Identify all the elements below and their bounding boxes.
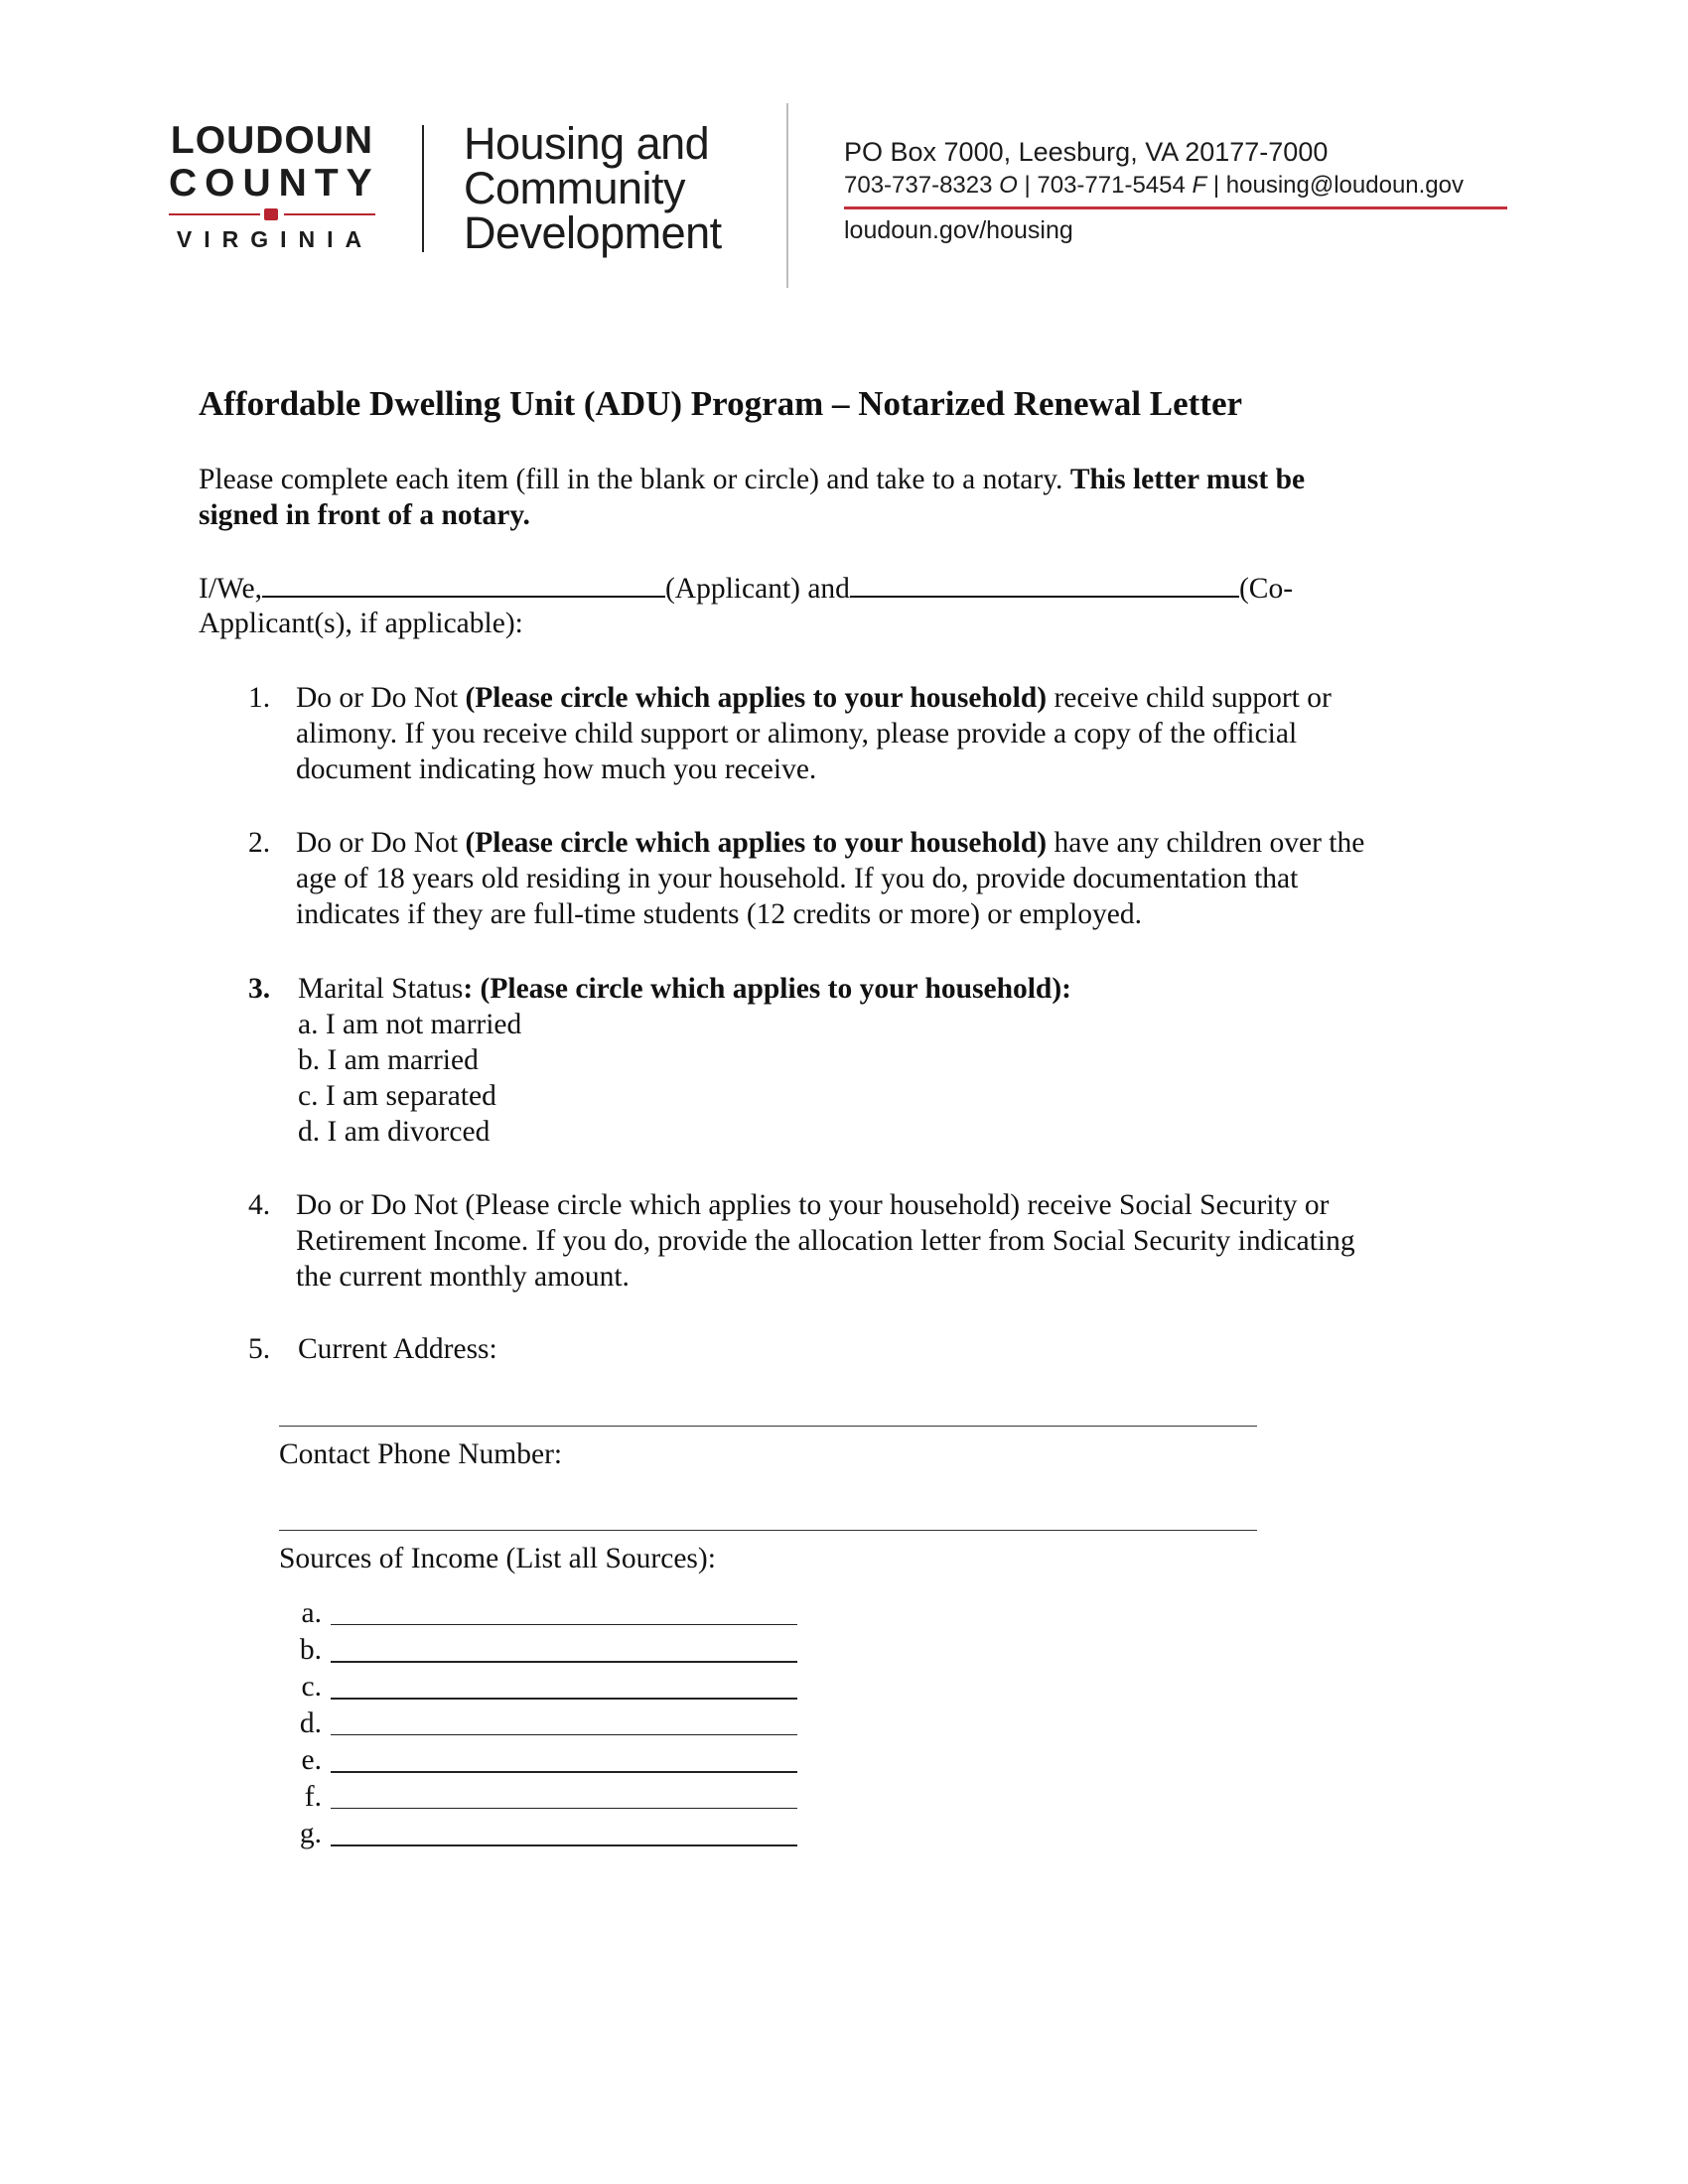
letterhead <box>0 0 1688 298</box>
fax-phone: 703-771-5454 <box>1037 172 1186 199</box>
item-2-line-3: indicates if they are full-time students (12 credits or more) or employed. <box>296 898 1142 930</box>
item-1-line-2: alimony. If you receive child support or alimony, please provide a copy of the official <box>296 718 1298 750</box>
item-2-line-1: Do or Do Not (Please circle which applies to your household) have any children over the <box>296 827 1365 859</box>
source-a-label: a. <box>301 1597 322 1629</box>
intro-line-2: signed in front of a notary. <box>199 499 530 531</box>
source-d-label: d. <box>299 1707 322 1739</box>
source-b-field[interactable] <box>331 1661 797 1663</box>
applicant-line-2: Applicant(s), if applicable): <box>199 608 523 639</box>
source-e-field[interactable] <box>331 1771 797 1773</box>
source-f-label: f. <box>304 1781 322 1813</box>
header-divider <box>786 103 788 288</box>
contact-red-rule <box>844 206 1507 209</box>
email-link[interactable]: housing@loudoun.gov <box>1225 172 1464 199</box>
loudoun-county-logo <box>169 119 380 252</box>
contact-phone-field[interactable] <box>279 1530 1257 1531</box>
phone-line: 703-737-8323 O | 703-771-5454 F | housing@loudoun.gov <box>844 172 1464 199</box>
sources-of-income-label: Sources of Income (List all Sources): <box>279 1543 716 1574</box>
coapplicant-name-field[interactable] <box>850 570 1239 598</box>
applicant-name-field[interactable] <box>262 570 665 598</box>
source-c-field[interactable] <box>331 1698 797 1700</box>
item-2-line-2: age of 18 years old residing in your household. If you do, provide documentation that <box>296 863 1299 894</box>
intro-line-1: Please complete each item (fill in the blank or circle) and take to a notary. This letter must be <box>199 464 1306 495</box>
item-3-line-1: Marital Status: (Please circle which applies to your household): <box>298 973 1071 1005</box>
item-4-line-2: Retirement Income. If you do, provide the allocation letter from Social Security indicating <box>296 1225 1355 1257</box>
source-d-field[interactable] <box>331 1734 797 1735</box>
source-g-field[interactable] <box>331 1844 797 1846</box>
logo-virginia: VIRGINIA <box>176 226 374 252</box>
contact-block <box>844 135 1507 247</box>
source-b-label: b. <box>299 1634 322 1666</box>
item-4-number: 4. <box>248 1189 271 1221</box>
item-2-number: 2. <box>248 827 271 859</box>
item-3-number: 3. <box>248 973 271 1005</box>
contact-phone-label: Contact Phone Number: <box>279 1438 563 1470</box>
marital-option-not-married[interactable]: a. I am not married <box>298 1009 522 1040</box>
logo-loudoun: LOUDOUN <box>170 119 374 162</box>
marital-option-divorced[interactable]: d. I am divorced <box>298 1116 491 1148</box>
source-g-label: g. <box>299 1818 322 1849</box>
item-4-line-1: Do or Do Not (Please circle which applies to your household) receive Social Security or <box>296 1189 1330 1221</box>
item-4-line-3: the current monthly amount. <box>296 1261 630 1293</box>
logo-divider <box>422 125 424 252</box>
item-1-number: 1. <box>248 682 271 714</box>
source-f-field[interactable] <box>331 1808 797 1809</box>
item-1-line-3: document indicating how much you receive. <box>296 753 817 785</box>
current-address-field[interactable] <box>279 1426 1257 1427</box>
applicant-line: I/We, (Applicant) and (Co- <box>199 570 1293 608</box>
source-c-label: c. <box>301 1671 322 1703</box>
website-link[interactable]: loudoun.gov/housing <box>844 216 1073 244</box>
county-seal-icon <box>264 208 278 220</box>
item-5-number: 5. <box>248 1333 271 1365</box>
current-address-label: Current Address: <box>298 1333 497 1365</box>
marital-option-separated[interactable]: c. I am separated <box>298 1080 496 1112</box>
source-e-label: e. <box>301 1744 322 1776</box>
mailing-address: PO Box 7000, Leesburg, VA 20177-7000 <box>844 137 1329 167</box>
department-name: Housing and Community Development <box>464 118 722 258</box>
logo-rule <box>169 208 375 220</box>
item-1-line-1: Do or Do Not (Please circle which applies to your household) receive child support or <box>296 682 1332 714</box>
source-a-field[interactable] <box>331 1624 797 1625</box>
marital-option-married[interactable]: b. I am married <box>298 1044 479 1076</box>
page-title: Affordable Dwelling Unit (ADU) Program – Notarized Renewal Letter <box>199 384 1243 423</box>
office-phone: 703-737-8323 <box>844 172 993 199</box>
logo-county: COUNTY <box>169 162 380 205</box>
